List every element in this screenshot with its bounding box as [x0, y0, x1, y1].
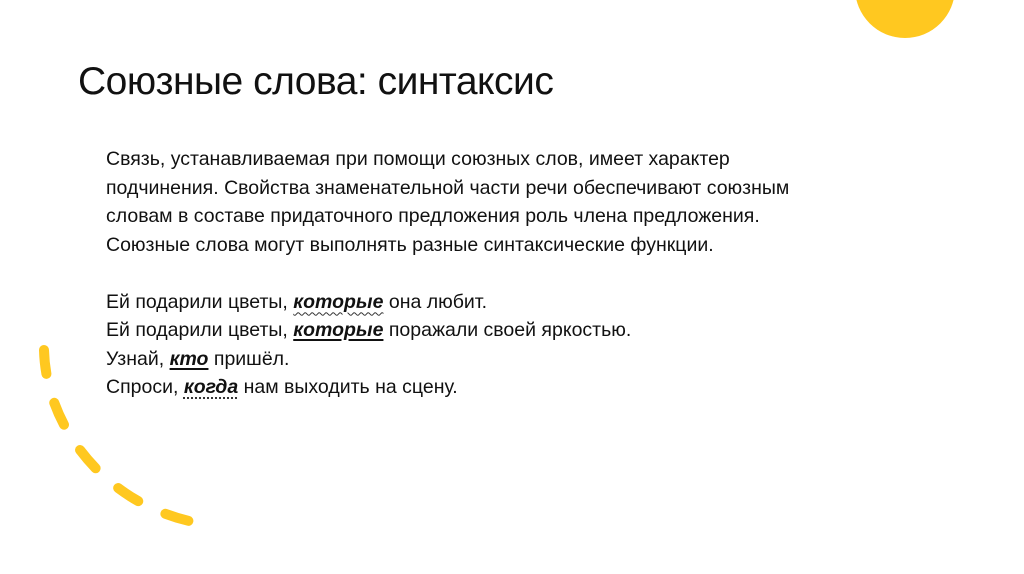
example-sentence: [106, 345, 906, 374]
example-sentence: [106, 288, 906, 317]
spacer: [106, 259, 906, 288]
example-text: Узнай,: [106, 347, 170, 370]
paragraph-line: Союзные слова могут выполнять разные синтаксические функции.: [106, 233, 714, 256]
conjunctive-word: когда: [183, 376, 239, 398]
conjunctive-word: которые: [293, 319, 384, 341]
example-sentence: [106, 373, 906, 402]
conjunctive-word: кто: [169, 347, 209, 370]
example-sentence: [106, 316, 906, 345]
slide-title: Союзные слова: синтаксис: [78, 60, 554, 103]
example-text: Ей подарили цветы,: [106, 290, 294, 313]
conjunctive-word: которые: [293, 290, 384, 313]
example-text: она любит.: [383, 290, 487, 313]
example-text: поражали своей яркостью.: [383, 319, 632, 341]
example-text: Ей подарили цветы,: [106, 319, 294, 341]
sun-circle-decoration: [855, 0, 955, 38]
example-text: Спроси,: [106, 376, 184, 398]
example-text: пришёл.: [208, 347, 290, 370]
paragraph-line: подчинения. Свойства знаменательной части речи обеспечивают союзным: [106, 176, 790, 199]
example-text: нам выходить на сцену.: [238, 376, 458, 398]
slide-body: [106, 145, 906, 402]
paragraph-line: словам в составе придаточного предложения роль члена предложения.: [106, 205, 760, 227]
paragraph-line: Связь, устанавливаемая при помощи союзных слов, имеет характер: [106, 148, 730, 170]
